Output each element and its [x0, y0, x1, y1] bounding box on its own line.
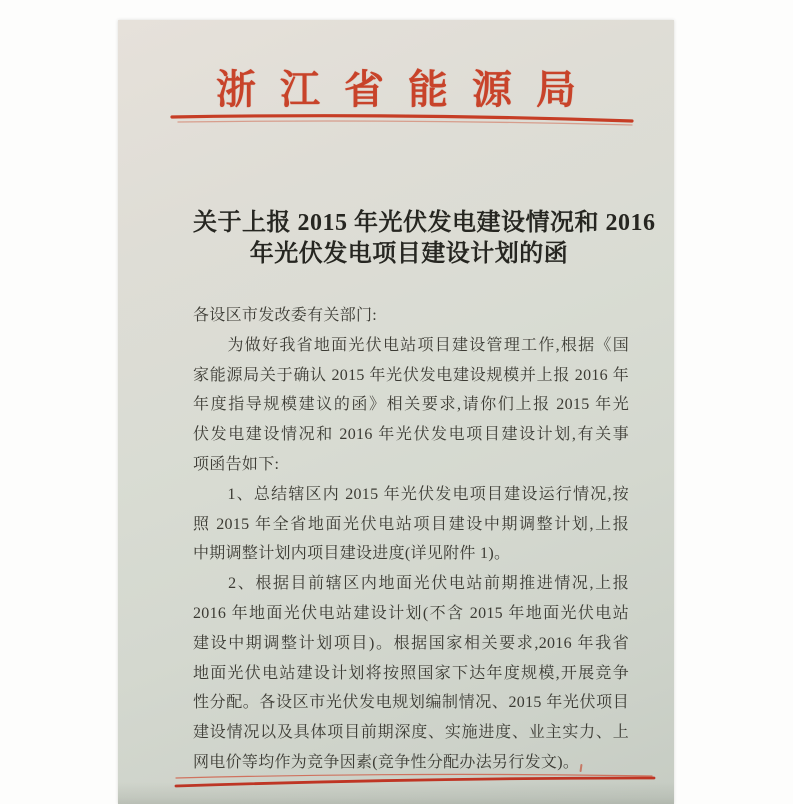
- body-line: 建设中期调整计划项目)。根据国家相关要求,2016 年我省: [193, 634, 629, 652]
- body-line: 性分配。各设区市光伏发电规划编制情况、2015 年光伏项目: [193, 694, 629, 712]
- body-line: 照 2015 年全省地面光伏电站项目建设中期调整计划,上报: [193, 515, 629, 533]
- body-line: 建设情况以及具体项目前期深度、实施进度、业主实力、上: [193, 724, 629, 742]
- body-line: 年度指导规模建议的函》相关要求,请你们上报 2015 年光: [193, 396, 629, 414]
- document-title-line-1: 关于上报 2015 年光伏发电建设情况和 2016: [193, 210, 656, 236]
- body-line: 中期调整计划内项目建设进度(详见附件 1)。: [193, 545, 511, 563]
- paper-bottom-shadow: [118, 782, 674, 804]
- body-line: 地面光伏电站建设计划将按照国家下达年度规模,开展竞争: [193, 664, 629, 682]
- document-title: [193, 208, 656, 270]
- agency-name: 浙江省能源局: [216, 67, 600, 112]
- header-underline-strokes: [170, 112, 634, 128]
- body-line: 家能源局关于确认 2015 年光伏发电建设规模并上报 2016 年: [193, 366, 629, 384]
- salutation: 各设区市发改委有关部门:: [193, 307, 378, 324]
- body-line: 项函告如下:: [193, 455, 280, 473]
- header-underline: [170, 112, 634, 128]
- document-page-content: [118, 20, 674, 804]
- body-line: 网电价等均作为竞争因素(竞争性分配办法另行发文)。: [193, 753, 580, 771]
- document-body: [193, 301, 629, 778]
- body-line: 2、根据目前辖区内地面光伏电站前期推进情况,上报: [193, 575, 629, 593]
- body-line: 2016 年地面光伏电站建设计划(不含 2015 年地面光伏电站: [193, 604, 629, 622]
- body-line: 伏发电建设情况和 2016 年光伏发电项目建设计划,有关事: [193, 426, 629, 444]
- document-title-line-2: 年光伏发电项目建设计划的函: [249, 241, 569, 267]
- body-line: 为做好我省地面光伏电站项目建设管理工作,根据《国: [193, 336, 629, 354]
- body-line: 1、总结辖区内 2015 年光伏发电项目建设运行情况,按: [193, 485, 629, 503]
- document-page: [118, 20, 674, 804]
